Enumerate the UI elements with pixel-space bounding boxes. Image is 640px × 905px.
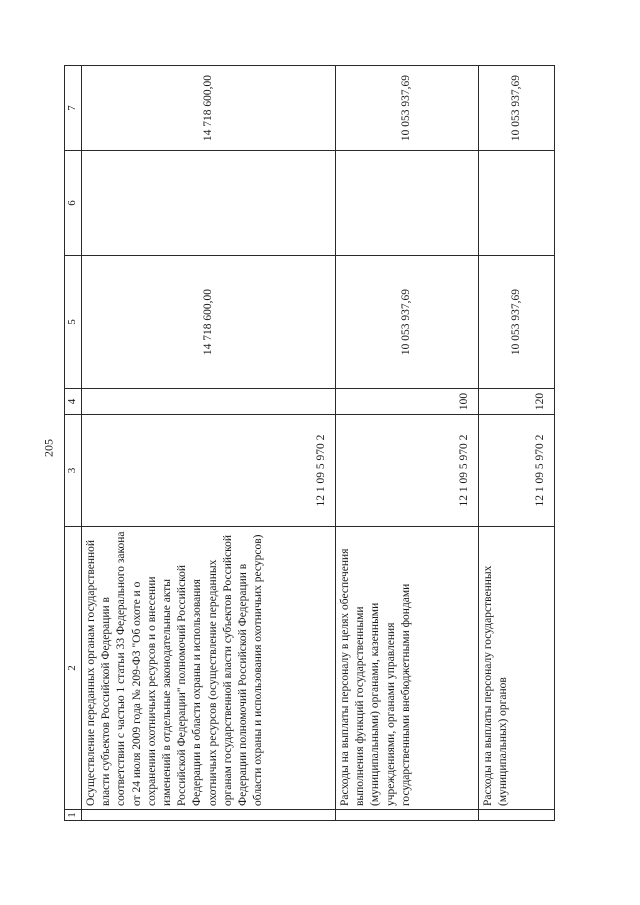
header-col-1: 1: [65, 810, 82, 821]
header-col-4: 4: [65, 389, 82, 415]
amount-cell-col6: [336, 151, 479, 256]
expense-type-cell: 120: [479, 389, 555, 415]
budget-table: [64, 65, 555, 821]
amount-cell: 10 053 937,69: [336, 256, 479, 389]
header-row: [65, 66, 82, 821]
total-cell: 10 053 937,69: [479, 66, 555, 151]
header-col-7: 7: [65, 66, 82, 151]
table-row: [479, 66, 555, 821]
row-number-cell: [336, 810, 479, 821]
header-col-5: 5: [65, 256, 82, 389]
header-col-6: 6: [65, 151, 82, 256]
amount-cell: 14 718 600,00: [82, 256, 336, 389]
header-col-2: 2: [65, 527, 82, 810]
total-cell: 10 053 937,69: [336, 66, 479, 151]
description-cell: Осуществление переданных органам государственной власти субъектов Российской Федерации в соответствии с частью 1 статьи 33 Федерального закона от 24 июля 2009 года № 209-ФЗ "Об охоте и о сохранении охотничьих ресурсов и о внесении изменений в отдельные законодательные акты Российской Федерации" полномочий Российской Федерации в области охраны и использования охотничьих ресурсов (осуществление переданных органам государственной власти субъектов Российской Федерации полномочий Российской Федерации в области охраны и использования охотничьих ресурсов): [82, 527, 336, 810]
table-row: [336, 66, 479, 821]
page-number: 205: [41, 439, 56, 457]
expense-type-cell: 100: [336, 389, 479, 415]
total-cell: 14 718 600,00: [82, 66, 336, 151]
row-number-cell: [479, 810, 555, 821]
amount-cell-col6: [82, 151, 336, 256]
code-cell: 12 1 09 5 970 2: [336, 415, 479, 527]
amount-cell: 10 053 937,69: [479, 256, 555, 389]
header-col-3: 3: [65, 415, 82, 527]
table-row: [82, 66, 336, 821]
expense-type-cell: [82, 389, 336, 415]
amount-cell-col6: [479, 151, 555, 256]
description-cell: Расходы на выплаты персоналу в целях обеспечения выполнения функций государственными (муниципальными) органами, казенными учреждениями, органами управления государственными внебюджетными фондами: [336, 527, 479, 810]
rotated-table-container: [64, 66, 553, 821]
code-cell: 12 1 09 5 970 2: [82, 415, 336, 527]
row-number-cell: [82, 810, 336, 821]
code-cell: 12 1 09 5 970 2: [479, 415, 555, 527]
description-cell: Расходы на выплаты персоналу государственных (муниципальных) органов: [479, 527, 555, 810]
